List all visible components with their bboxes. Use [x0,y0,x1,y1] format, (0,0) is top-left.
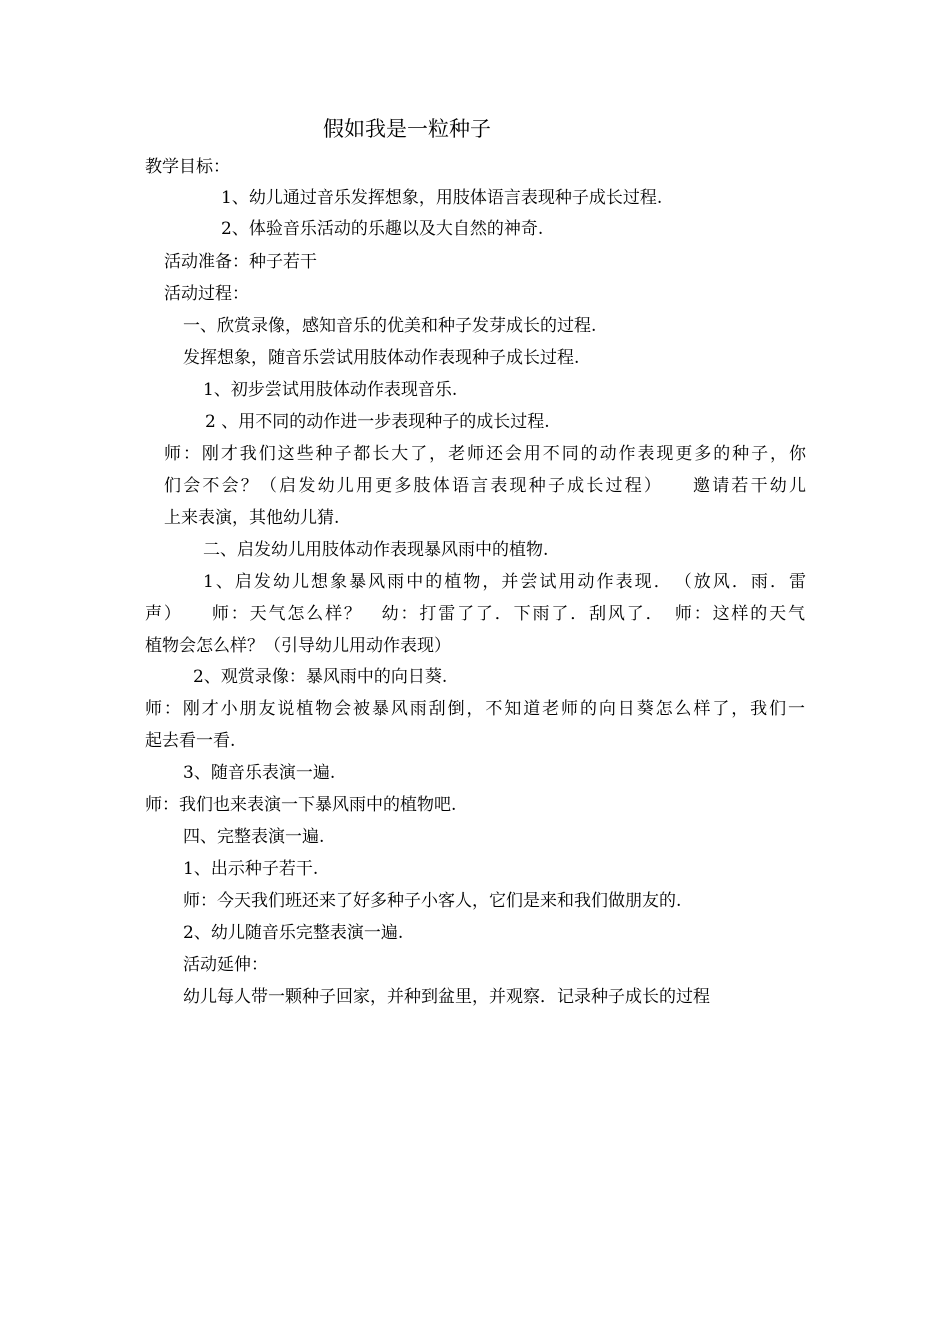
section-heading-objectives: 教学目标： [145,157,230,177]
paragraph-line: 起去看一看. [145,731,236,751]
substep-item: 2、幼儿随音乐完整表演一遍. [183,923,404,943]
paragraph-line: 上来表演，其他幼儿猜. [164,508,340,528]
section-heading-process: 活动过程： [164,284,249,304]
paragraph-line: 师：刚才我们这些种子都长大了，老师还会用不同的动作表现更多的种子，你 [164,444,806,464]
objective-item-1: 1、幼儿通过音乐发挥想象，用肢体语言表现种子成长过程. [221,188,663,208]
substep-item: 1、初步尝试用肢体动作表现音乐. [203,380,458,400]
step-heading-1: 一、欣赏录像，感知音乐的优美和种子发芽成长的过程. [183,316,597,336]
section-heading-extension: 活动延伸： [183,955,268,975]
document-title: 假如我是一粒种子 [323,117,491,141]
paragraph-line: 师：我们也来表演一下暴风雨中的植物吧. [145,795,457,815]
paragraph-line: 植物会怎么样？（引导幼儿用动作表现） [145,636,451,656]
paragraph-line: 师：今天我们班还来了好多种子小客人，它们是来和我们做朋友的. [183,891,682,911]
preparation-line: 活动准备：种子若干 [164,252,317,272]
substep-item: 2、观赏录像：暴风雨中的向日葵. [193,667,448,687]
substep-item: 3、随音乐表演一遍. [183,763,336,783]
substep-item: 1、出示种子若干. [183,859,319,879]
substep-item: 1、启发幼儿想象暴风雨中的植物，并尝试用动作表现． （放风．雨．雷 [203,572,806,592]
step-heading-2: 二、启发幼儿用肢体动作表现暴风雨中的植物. [203,540,549,560]
paragraph-line: 师：刚才小朋友说植物会被暴风雨刮倒，不知道老师的向日葵怎么样了，我们一 [145,699,805,719]
substep-item: 2 、用不同的动作进一步表现种子的成长过程. [205,412,550,432]
paragraph-line: 幼儿每人带一颗种子回家，并种到盆里，并观察．记录种子成长的过程 [183,987,710,1007]
step-heading-4: 四、完整表演一遍. [183,827,325,847]
paragraph-line: 发挥想象，随音乐尝试用肢体动作表现种子成长过程. [183,348,580,368]
paragraph-line: 声） 师：天气怎么样？ 幼：打雷了了．下雨了．刮风了． 师：这样的天气 [145,604,805,624]
paragraph-line: 们会不会？（启发幼儿用更多肢体语言表现种子成长过程） 邀请若干幼儿 [164,476,806,496]
objective-item-2: 2、体验音乐活动的乐趣以及大自然的神奇. [221,219,544,239]
